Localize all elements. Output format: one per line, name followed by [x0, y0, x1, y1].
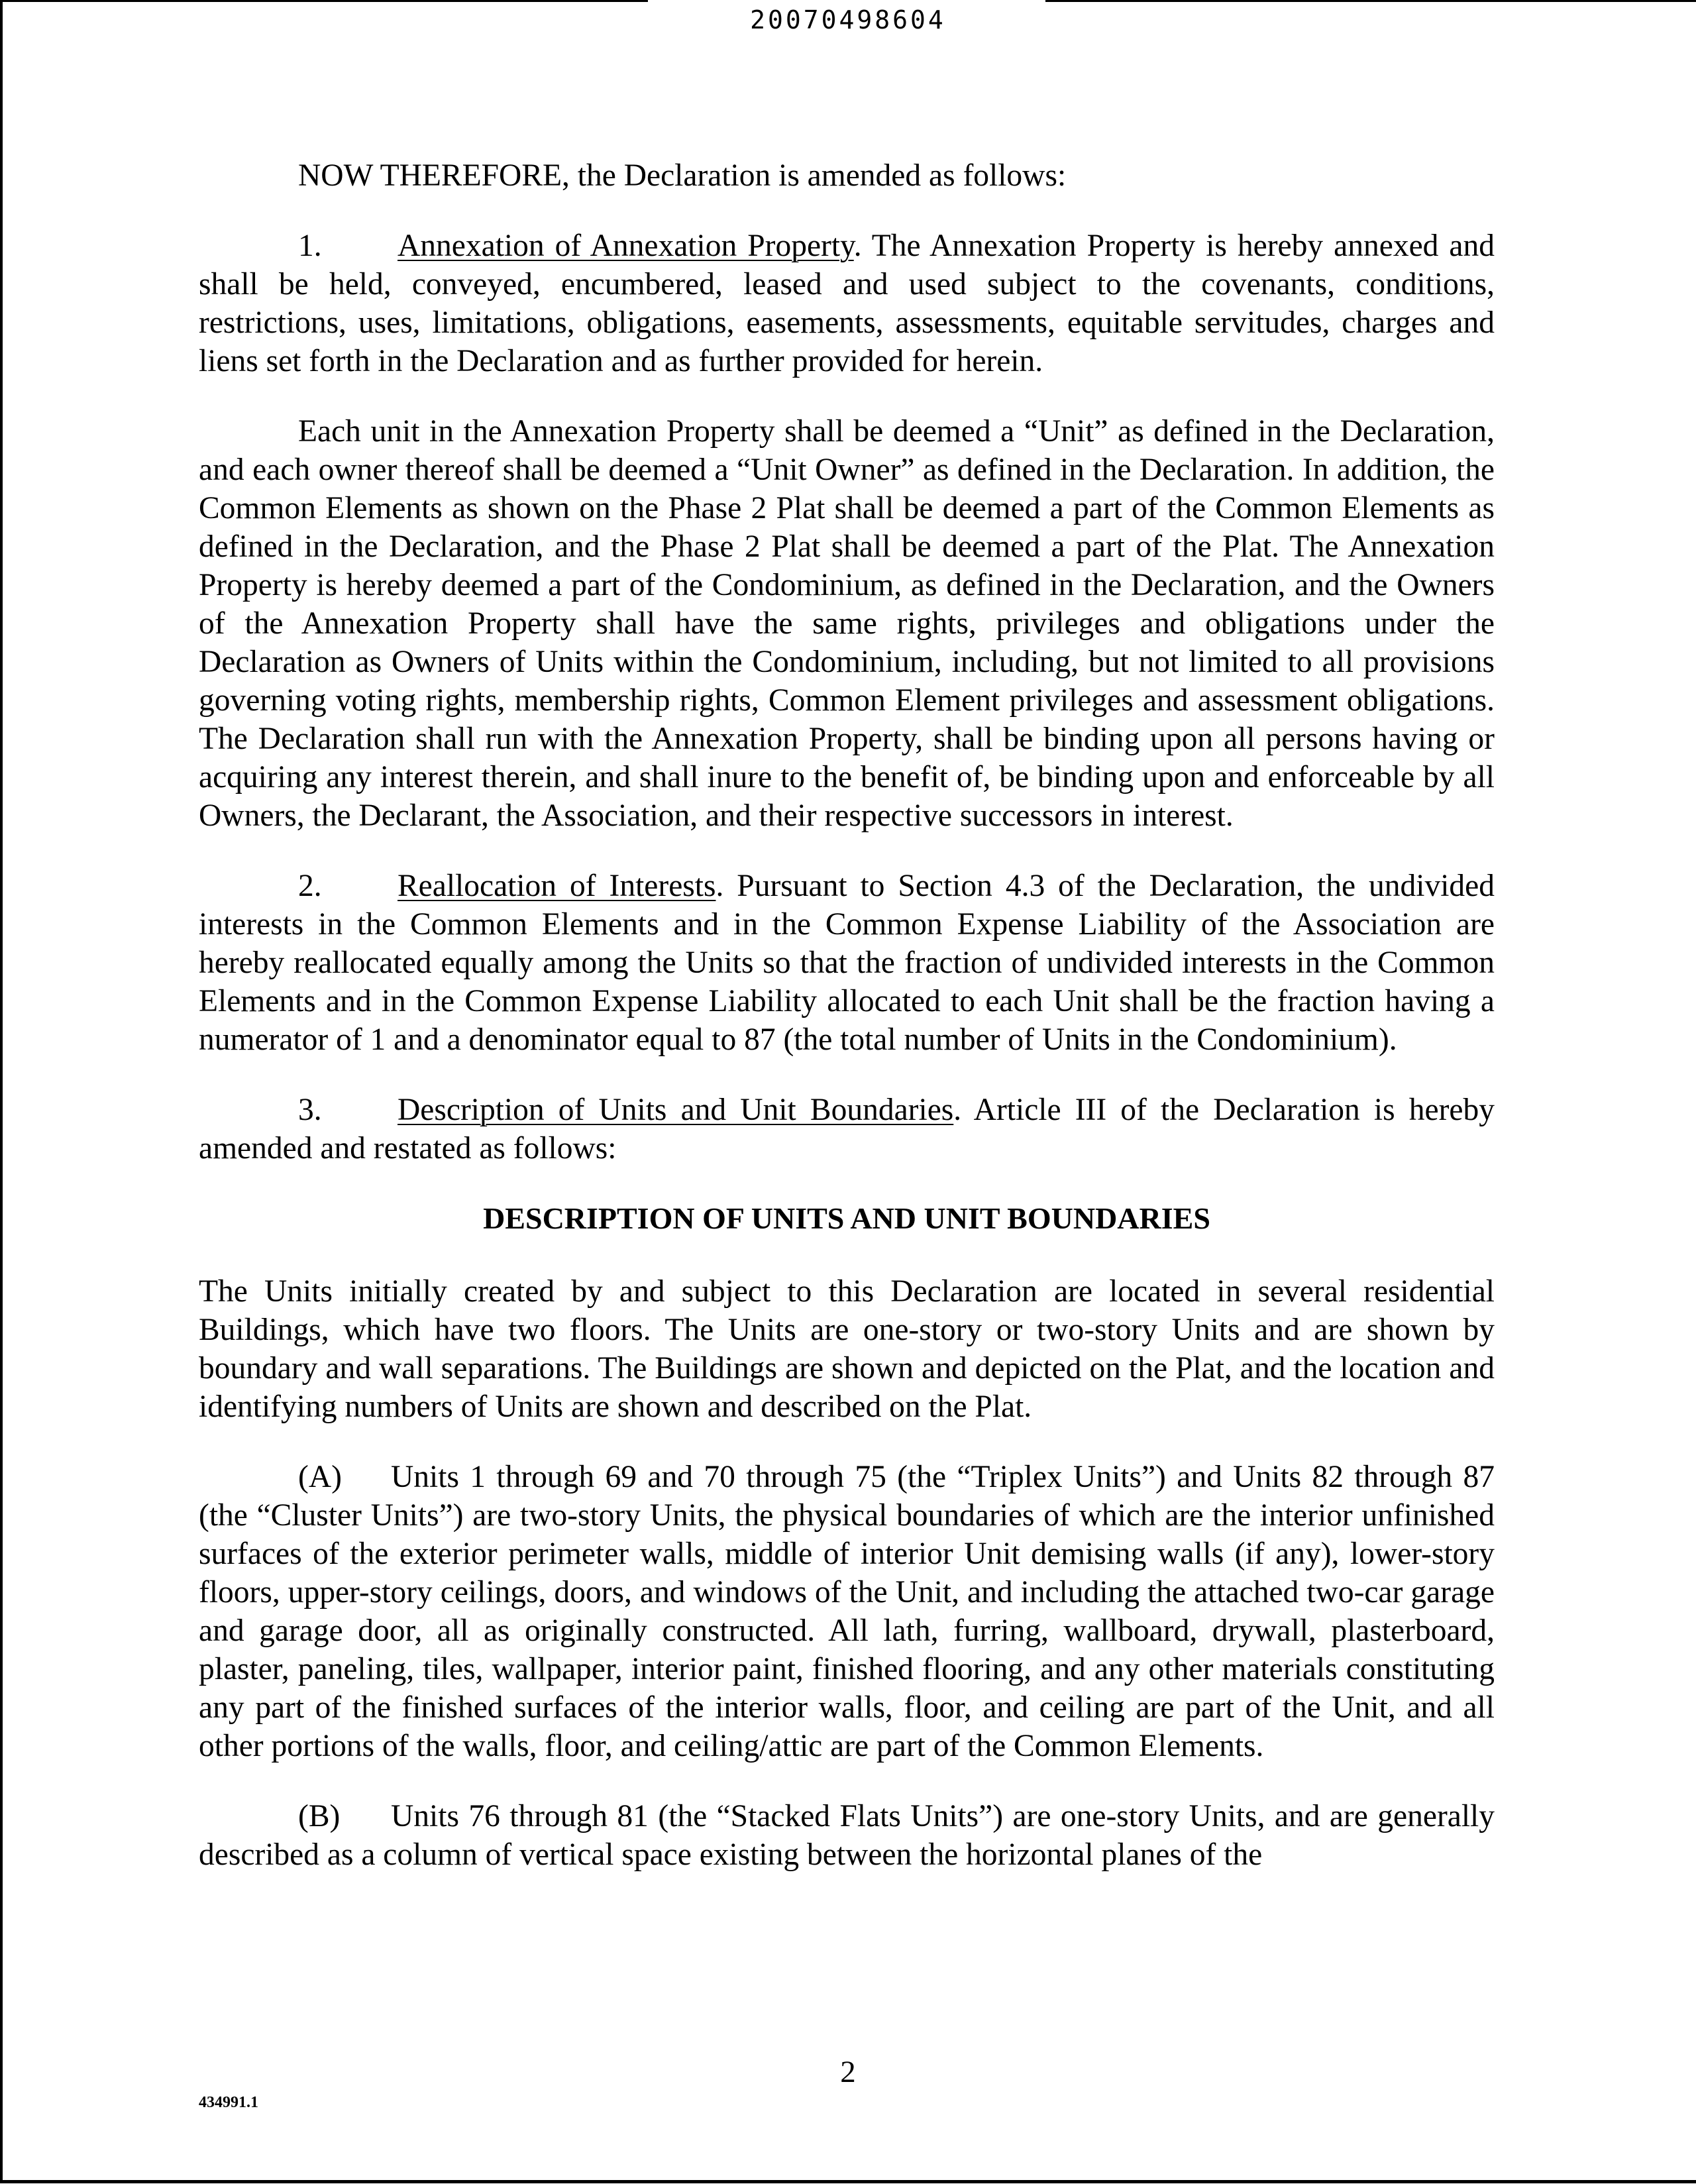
- section-2-text: . Pursuant to Section 4.3 of the Declaration, the undivided interests in the Common Elements and in the Common Expense Liability of the Association are hereby reallocated equally among the Units so that the fraction of undivided interests in the Common Elements and in the Common Expense Liability allocated to each Unit shall be the fraction having a numerator of 1 and a denominator equal to 87 (the total number of Units in the Condominium).: [199, 869, 1495, 1057]
- item-b-paragraph: [199, 1797, 1495, 1874]
- section-heading: DESCRIPTION OF UNITS AND UNIT BOUNDARIES: [483, 1201, 1210, 1235]
- footer-document-id: 434991.1: [199, 2094, 258, 2111]
- document-body: [199, 156, 1495, 1906]
- section-3-number: 3.: [298, 1093, 322, 1127]
- section-3-title: Description of Units and Unit Boundaries: [398, 1093, 954, 1127]
- section-2-number: 2.: [298, 869, 322, 903]
- section-3-text: . Article III of the Declaration is hereby amended and restated as follows:: [199, 1093, 1495, 1166]
- top-rule-right: [1045, 0, 1696, 2]
- top-rule-left: [0, 0, 648, 2]
- each-unit-paragraph: Each unit in the Annexation Property shall be deemed a “Unit” as defined in the Declaration, and each owner thereof shall be deemed a “Unit Owner” as defined in the Declaration. In addition, the Common Elements as shown on the Phase 2 Plat shall be deemed a part of the Common Elements as defined in the Declaration, and the Phase 2 Plat shall be deemed a part of the Plat. The Annexation Property is hereby deemed a part of the Condominium, as defined in the Declaration, and the Owners of the Annexation Property shall have the same rights, privileges and obligations under the Declaration as Owners of Units within the Condominium, including, but not limited to all provisions governing voting rights, membership rights, Common Element privileges and assessment obligations. The Declaration shall run with the Annexation Property, shall be binding upon all persons having or acquiring any interest therein, and shall inure to the benefit of, be binding upon and enforceable by all Owners, the Declarant, the Association, and their respective successors in interest.: [199, 414, 1495, 833]
- section-1-title: Annexation of Annexation Property: [398, 229, 854, 263]
- item-a-text: Units 1 through 69 and 70 through 75 (the “Triplex Units”) and Units 82 through 87 (the “Cluster Units”) are two-story Units, the physical boundaries of which are the interior unfinished surfaces of the exterior perimeter walls, middle of interior Unit demising walls (if any), lower-story floors, upper-story ceilings, doors, and windows of the Unit, and including the attached two-car garage and garage door, all as originally constructed. All lath, furring, wallboard, drywall, plasterboard, plaster, paneling, tiles, wallpaper, interior paint, finished flooring, and any other materials constituting any part of the finished surfaces of the interior walls, floor, and ceiling are part of the Unit, and all other portions of the walls, floor, and ceiling/attic are part of the Common Elements.: [199, 1460, 1495, 1763]
- item-a-label: (A): [298, 1460, 342, 1494]
- section-3-paragraph: [199, 1091, 1495, 1168]
- item-b-label: (B): [298, 1799, 341, 1833]
- section-1-paragraph: [199, 227, 1495, 380]
- section-1-number: 1.: [298, 229, 322, 263]
- section-1-text: . The Annexation Property is hereby annexed and shall be held, conveyed, encumbered, leased and used subject to the covenants, conditions, restrictions, uses, limitations, obligations, easements, assessments, equitable servitudes, charges and liens set forth in the Declaration and as further provided for herein.: [199, 229, 1495, 378]
- section-2-paragraph: [199, 867, 1495, 1059]
- document-number: 20070498604: [750, 5, 946, 34]
- page-number: 2: [840, 2055, 856, 2089]
- section-2-title: Reallocation of Interests: [398, 869, 716, 903]
- item-b-text: Units 76 through 81 (the “Stacked Flats Units”) are one-story Units, and are generally described as a column of vertical space existing between the horizontal planes of the: [199, 1799, 1495, 1872]
- units-initially-paragraph: The Units initially created by and subject to this Declaration are located in several residential Buildings, which have two floors. The Units are one-story or two-story Units and are shown by boundary and wall separations. The Buildings are shown and depicted on the Plat, and the location and identifying numbers of Units are shown and described on the Plat.: [199, 1274, 1495, 1424]
- item-a-paragraph: [199, 1458, 1495, 1765]
- intro-paragraph: NOW THEREFORE, the Declaration is amended as follows:: [298, 158, 1067, 193]
